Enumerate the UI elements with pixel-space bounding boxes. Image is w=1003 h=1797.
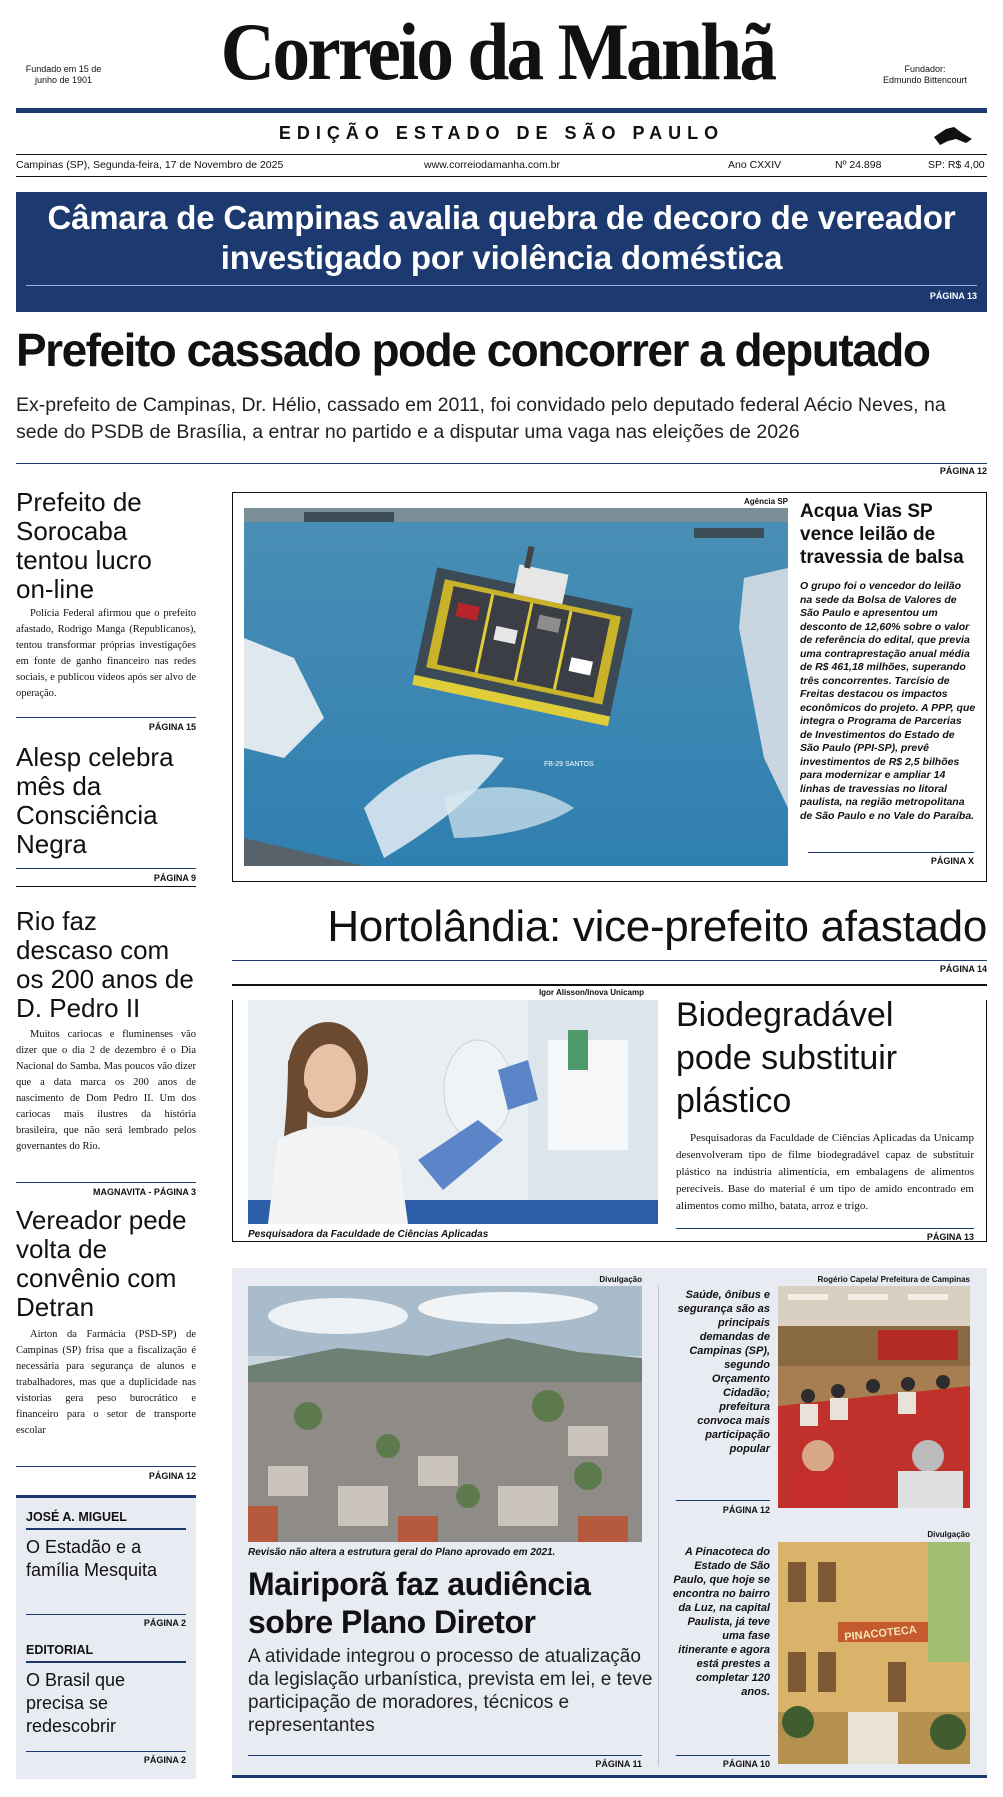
sidebar-divider-2 [16,886,196,887]
hortolandia-page: PÁGINA 14 [939,964,987,974]
lead-deck: Ex-prefeito de Campinas, Dr. Hélio, cassado em 2011, foi convidado pelo deputado federal Aécio Neves, na sede do PSDB de Brasília, a entrar no partido e a disputar uma vaga nas eleições de 2026 [16,394,946,443]
saude-credit: Rogério Capela/ Prefeitura de Campinas [817,1275,970,1284]
ferry-headline[interactable]: Acqua Vias SP vence leilão de travessia de balsa [800,501,964,568]
founded-note: Fundado em 15 de junho de 1901 [25,64,102,85]
mairipora-caption: Revisão não altera a estrutura geral do Plano aprovado em 2021. [248,1547,556,1558]
sidebar-page-3: MAGNAVITA - PÁGINA 3 [93,1187,196,1197]
ferry-page: PÁGINA X [930,856,974,866]
saude-body: Saúde, ônibus e segurança são as principais demandas de Campinas (SP), segundo Orçamento Cidadão; prefeitura convoca mais participação popular [677,1289,770,1455]
masthead-title[interactable]: Correio da Manhã [220,6,775,97]
pinacoteca-sign: PINACOTECA [843,1623,918,1644]
columns-box [16,1495,196,1779]
issue-number: Nº 24.898 [835,159,882,171]
lower-divider [658,1286,659,1766]
dateline-rule [16,176,987,177]
sidebar-body-3: Muitos cariocas e fluminenses vão dizer que o dia 2 de dezembro é o Dia Nacional do Samba. Mas poucos vão dizer que a data marca os 200 anos de nascimento de Dom Pedro II. Um dos cariocas mais ilustres da história brasileira, que não será lembrado pelos governantes do Rio. [16,1029,196,1152]
pinacoteca-page: PÁGINA 10 [722,1759,770,1769]
sidebar-headline-2[interactable]: Alesp celebra mês da Consciência Negra [16,742,174,859]
bio-headline[interactable]: Biodegradável pode substituir plástico [676,996,898,1120]
ferry-rule [808,852,974,853]
hortolandia-headline[interactable]: Hortolândia: vice-prefeito afastado [327,902,987,951]
lead-headline[interactable]: Prefeito cassado pode concorrer a deputado [16,324,930,376]
sidebar-body-1: Polícia Federal afirmou que o prefeito afastado, Rodrigo Manga (Republicanos), tentou transformar próprias investigações em fonte de ganho financeiro nas redes sociais, e publicou vídeos após ser alvo de operação. [16,608,196,699]
pinacoteca-body: A Pinacoteca do Estado de São Paulo, que hoje se encontra no bairro da Luz, na capital Paulista, já teve uma fase itinerante e agora está prestes a completar 120 anos. [672,1546,770,1698]
sidebar-rule-4 [16,1466,196,1467]
ferry-hull-label: FB-29 SANTOS [544,761,594,768]
column-author-rule-2 [26,1661,186,1663]
sidebar-page-2: PÁGINA 9 [153,873,196,883]
pinacoteca-rule [676,1755,770,1756]
column-page-2: PÁGINA 2 [143,1755,186,1765]
ferry-photo[interactable] [244,508,788,866]
mairipora-deck: A atividade integrou o processo de atualização da legislação urbanística, prevista em lei, e teve participação de moradores, técnicos e representantes [248,1646,653,1736]
bio-page: PÁGINA 13 [926,1232,974,1242]
column-title-1[interactable]: O Estadão e a família Mesquita [26,1537,158,1580]
saude-page: PÁGINA 12 [722,1505,770,1515]
sidebar-headline-3[interactable]: Rio faz descaso com os 200 anos de D. Pedro II [16,906,194,1023]
column-rule-2 [26,1751,186,1752]
bio-caption: Pesquisadora da Faculdade de Ciências Aplicadas [248,1229,489,1240]
column-rule-1 [26,1614,186,1615]
price: SP: R$ 4,00 [928,159,985,171]
banner-rule [26,285,977,286]
mairipora-credit: Divulgação [599,1275,642,1284]
place-date: Campinas (SP), Segunda-feira, 17 de Novembro de 2025 [16,159,284,171]
saude-rule [676,1500,770,1501]
year-number: Ano CXXIV [728,159,782,171]
founder-name: Edmundo Bittencourt [882,75,968,85]
sidebar-rule-2 [16,868,196,869]
ferry-credit: Agência SP [743,497,788,506]
bio-rule [676,1228,974,1229]
sidebar-rule-3 [16,1182,196,1183]
sidebar-page-1: PÁGINA 15 [148,722,196,732]
pinacoteca-credit: Divulgação [927,1530,970,1539]
bio-credit: Igor Alisson/Inova Unicamp [538,988,644,997]
hortolandia-rule [232,960,987,961]
sp-state-map-icon [932,125,974,149]
sidebar-headline-4[interactable]: Vereador pede volta de convênio com Detran [16,1205,187,1322]
sidebar-headline-1[interactable]: Prefeito de Sorocaba tentou lucro on-line [16,487,152,604]
column-title-2[interactable]: O Brasil que precisa se redescobrir [26,1670,126,1736]
bio-photo[interactable] [248,1000,658,1224]
top-banner[interactable] [16,192,987,312]
pinacoteca-photo[interactable] [778,1542,970,1764]
mairipora-rule [248,1755,642,1756]
founder-label: Fundador: [904,64,946,74]
mairipora-page: PÁGINA 11 [595,1759,642,1769]
hortolandia-thick-rule [232,984,987,986]
sidebar-page-4: PÁGINA 12 [148,1471,196,1481]
banner-page: PÁGINA 13 [929,291,977,301]
bio-body: Pesquisadoras da Faculdade de Ciências Aplicadas da Unicamp desenvolveram tipo de filme biodegradável capaz de substituir plástico na indústria alimentícia, em embalagens de alimentos perecíveis. Base do material é um tipo de amido encontrado em alimentos como milho, batata, arroz e trigo. [676,1132,974,1212]
edition-label: EDIÇÃO ESTADO DE SÃO PAULO [278,123,725,143]
edition-rule [16,154,987,155]
column-author-1: JOSÉ A. MIGUEL [26,1510,127,1524]
column-page-1: PÁGINA 2 [143,1618,186,1628]
lead-rule [16,463,987,464]
saude-photo[interactable] [778,1286,970,1508]
sidebar-body-4: Airton da Farmácia (PSD-SP) de Campinas (SP) frisa que a fiscalização é necessária para segurança de alunos e trabalhadores, mas que a duplicidade nas vistorias gera peso burocrático e financeiro para o setor de transporte escolar [16,1329,196,1436]
mairipora-headline[interactable]: Mairiporã faz audiência sobre Plano Diretor [248,1566,591,1640]
column-author-2: EDITORIAL [26,1643,94,1657]
ferry-body: O grupo foi o vencedor do leilão na sede da Bolsa de Valores de São Paulo e apresentou um desconto de 12,60% sobre o valor de referência do edital, que previa uma contraprestação anual média de R$ 461,18 milhões, superando três concorrentes. Tarcísio de Freitas destacou os impactos econômicos do projeto. A PPP, que integra o Programa de Parcerias de Investimentos do Estado de São Paulo (PPI-SP), prevê investimentos de R$ 2,5 bilhões para modernizar e ampliar 14 linhas de travessias no litoral paulista, na região metropolitana de São Paulo e no Vale do Paraíba. [800,580,976,822]
mairipora-photo[interactable] [248,1286,642,1542]
column-author-rule-1 [26,1528,186,1530]
website-link[interactable]: www.correiodamanha.com.br [424,159,560,171]
masthead-rule [16,108,987,113]
founder-note [860,64,990,86]
lead-page: PÁGINA 12 [939,466,987,476]
banner-headline: Câmara de Campinas avalia quebra de decoro de vereador investigado por violência doméstica [47,199,956,276]
sidebar-rule-1 [16,717,196,718]
